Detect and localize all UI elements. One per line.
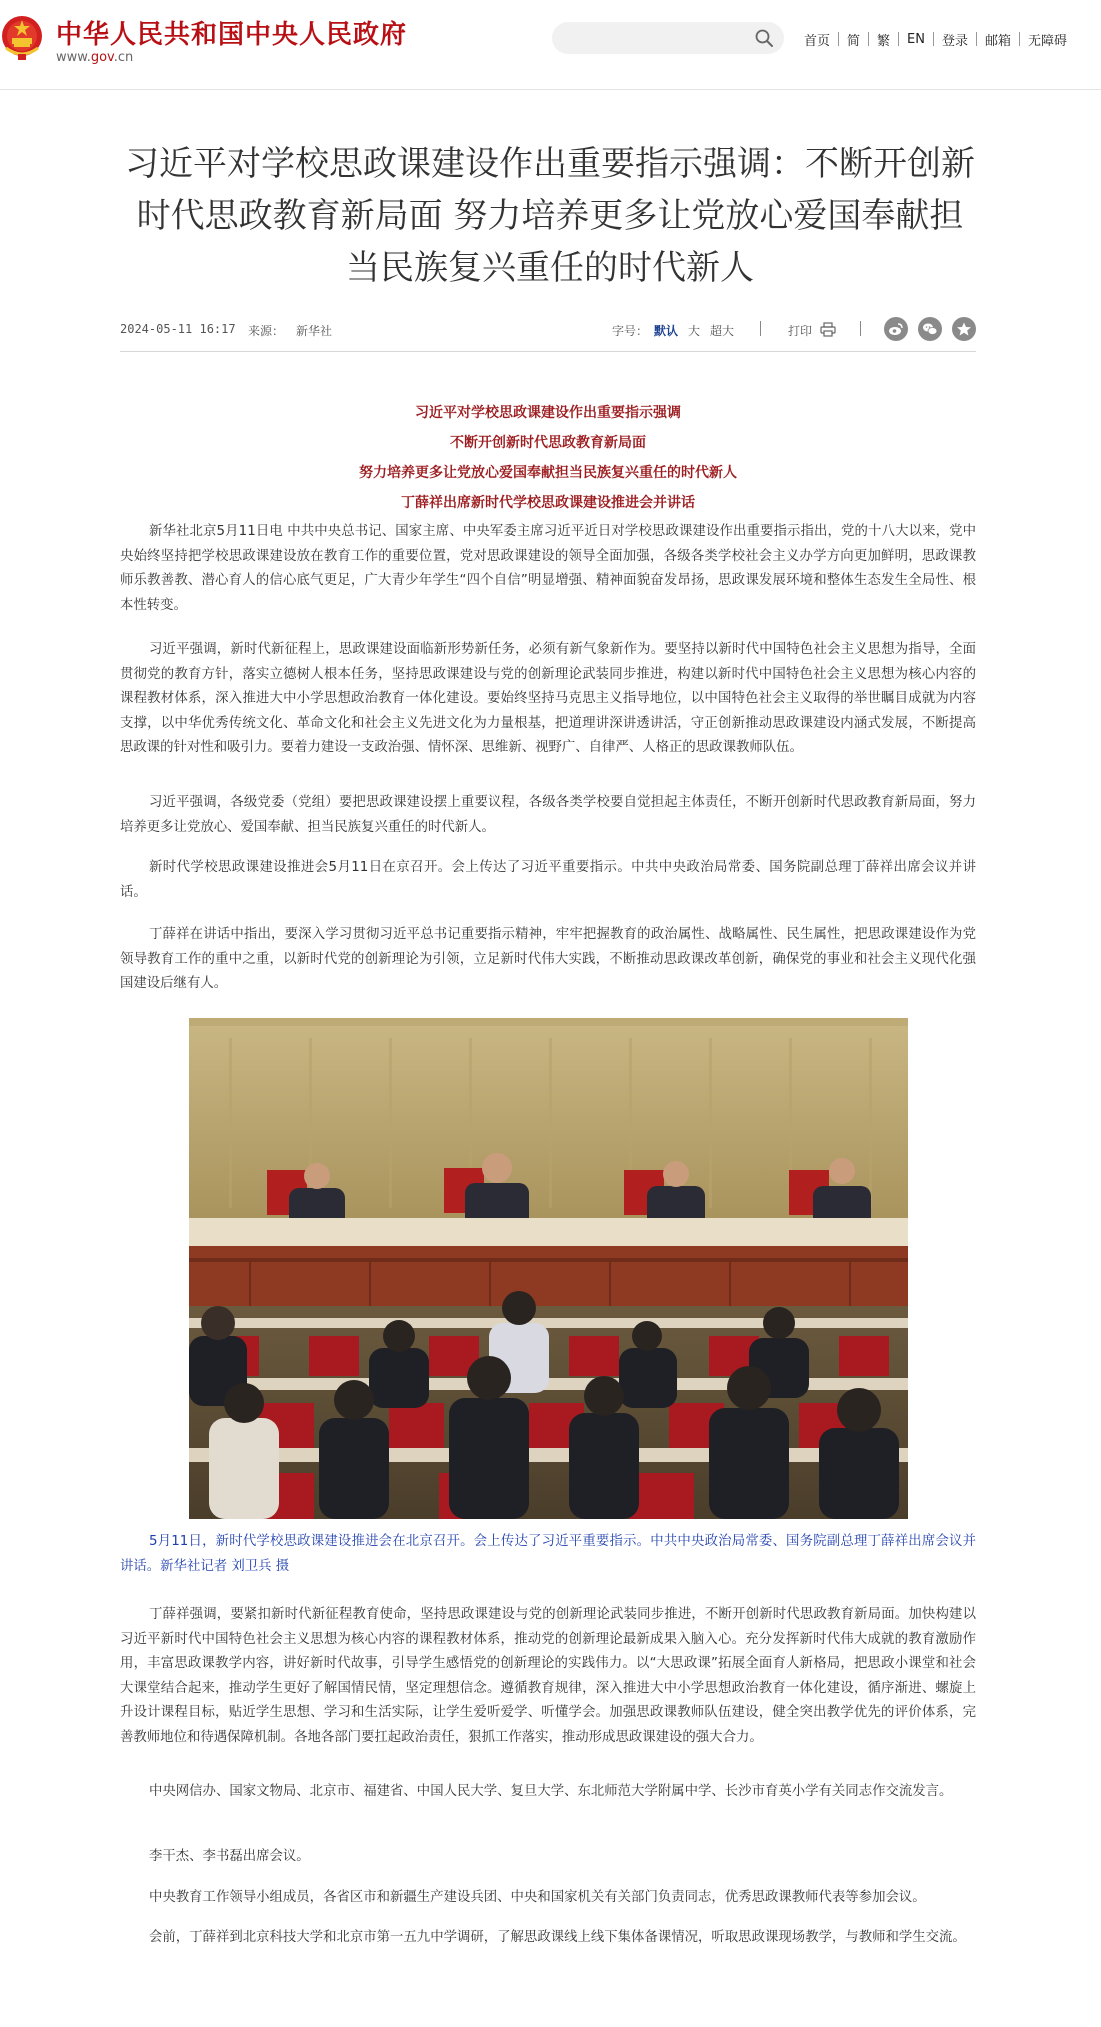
body-paragraph: 丁薛祥在讲话中指出，要深入学习贯彻习近平总书记重要指示精神，牢牢把握教育的政治属性、战略属性、民生属性，把思政课建设作为党领导教育工作的重中之重，以新时代党的创新理论为引领，立足新时代伟大实践，不断推动思政课改革创新，确保党的事业和社会主义现代化强国建设后继有人。: [120, 927, 976, 991]
nav-mail[interactable]: 邮箱: [985, 33, 1012, 49]
body-paragraph: 习近平强调，各级党委（党组）要把思政课建设摆上重要议程，各级各类学校要自觉担起主体责任，不断开创新时代思政教育新局面，努力培养更多让党放心、爱国奉献、担当民族复兴重任的时代新人。: [120, 795, 976, 835]
lead-heading: 努力培养更多让党放心爱国奉献担当民族复兴重任的时代新人: [359, 465, 737, 481]
meeting-photo: [189, 1018, 908, 1519]
wechat-share-button[interactable]: [918, 317, 942, 341]
meeting-scene-image: [189, 1018, 908, 1519]
favorite-button[interactable]: [952, 317, 976, 341]
lead-headings: [120, 398, 976, 518]
national-emblem-icon[interactable]: [0, 14, 44, 62]
source-name: 新华社: [296, 324, 333, 338]
search-input[interactable]: [566, 27, 746, 49]
body-paragraph: 中央教育工作领导小组成员，各省区市和新疆生产建设兵团、中央和国家机关有关部门负责同志，优秀思政课教师代表等参加会议。: [149, 1890, 926, 1905]
body-paragraph: 丁薛祥强调，要紧扣新时代新征程教育使命，坚持思政课建设与党的创新理论武装同步推进，不断开创新时代思政教育新局面。加快构建以习近平新时代中国特色社会主义思想为核心内容的课程教材体系，推动党的创新理论最新成果入脑入心。充分发挥新时代伟大成就的教育激励作用，丰富思政课教学内容，讲好新时代故事，引导学生感悟党的创新理论的实践伟力。以“大思政课”拓展全面育人新格局，把思政小课堂和社会大课堂结合起来，推动学生更好了解国情民情，坚定理想信念。遵循教育规律，深入推进大中小学思想政治教育一体化建设，循序渐进、螺旋上升设计课程目标，贴近学生思想、学习和生活实际，让学生爱听爱学、听懂学会。加强思政课教师队伍建设，健全突出教学优先的评价体系，完善教师地位和待遇保障机制。各地各部门要扛起政治责任，狠抓工作落实，推动形成思政课建设的强大合力。: [120, 1607, 976, 1745]
photo-caption: 5月11日，新时代学校思政课建设推进会在北京召开。会上传达了习近平重要指示。中共中央政治局常委、国务院副总理丁薛祥出席会议并讲话。新华社记者 刘卫兵 摄: [120, 1534, 976, 1574]
nav-english[interactable]: EN: [907, 31, 925, 47]
font-size-default-button[interactable]: 默认: [654, 324, 679, 338]
article-meta: [120, 317, 976, 343]
body-paragraph: 新时代学校思政课建设推进会5月11日在京召开。会上传达了习近平重要指示。中共中央政治局常委、国务院副总理丁薛祥出席会议并讲话。: [120, 860, 976, 900]
site-domain[interactable]: [56, 50, 133, 65]
meta-divider: [860, 321, 861, 336]
domain-prefix: www.: [56, 50, 91, 65]
source-label: 来源：: [248, 324, 285, 338]
site-header: [0, 0, 1101, 90]
body-paragraph: 新华社北京5月11日电 中共中央总书记、国家主席、中央军委主席习近平近日对学校思政课建设作出重要指示指出，党的十八大以来，党中央始终坚持把学校思政课建设放在教育工作的重要位置，党对思政课建设的领导全面加强，各级各类学校社会主义办学方向更加鲜明，思政课教师乐教善教、潜心育人的信心底气更足，广大青少年学生“四个自信”明显增强、精神面貌奋发昂扬，思政课发展环境和整体生态发生全局性、根本性转变。: [120, 524, 976, 613]
lead-heading: 习近平对学校思政课建设作出重要指示强调: [415, 405, 681, 421]
domain-brand: gov: [90, 50, 114, 65]
nav-simplified[interactable]: 简: [847, 33, 861, 49]
meta-divider: [760, 321, 761, 336]
font-size-large-button[interactable]: 大: [688, 324, 701, 338]
search-box: [552, 22, 784, 54]
meta-divider-line: [120, 351, 976, 352]
domain-suffix: .cn: [113, 50, 134, 65]
nav-traditional[interactable]: 繁: [877, 33, 891, 49]
weibo-share-button[interactable]: [884, 317, 908, 341]
publish-date: 2024-05-11 16:17: [120, 322, 236, 336]
nav-home[interactable]: 首页: [804, 33, 831, 49]
font-size-label: 字号：: [612, 324, 649, 338]
body-paragraph: 李干杰、李书磊出席会议。: [149, 1849, 310, 1864]
weibo-icon: [888, 321, 904, 337]
lead-heading: 不断开创新时代思政教育新局面: [450, 435, 646, 451]
body-paragraph: 习近平强调，新时代新征程上，思政课建设面临新形势新任务，必须有新气象新作为。要坚持以新时代中国特色社会主义思想为指导，全面贯彻党的教育方针，落实立德树人根本任务，坚持思政课建设与党的创新理论武装同步推进，构建以新时代中国特色社会主义思想为核心内容的课程教材体系，深入推进大中小学思想政治教育一体化建设。要始终坚持马克思主义指导地位，以中国特色社会主义取得的举世瞩目成就为内容支撑，以中华优秀传统文化、革命文化和社会主义先进文化为力量根基，把道理讲深讲透讲活，守正创新推动思政课建设内涵式发展，不断提高思政课的针对性和吸引力。要着力建设一支政治强、情怀深、思维新、视野广、自律严、人格正的思政课教师队伍。: [120, 642, 976, 755]
print-button[interactable]: 打印: [788, 324, 813, 338]
favorite-icon: [956, 321, 972, 337]
font-size-xlarge-button[interactable]: 超大: [710, 324, 735, 338]
site-title[interactable]: 中华人民共和国中央人民政府: [56, 20, 408, 50]
top-nav: [796, 29, 1075, 49]
printer-icon[interactable]: [820, 322, 836, 337]
body-paragraph: 中央网信办、国家文物局、北京市、福建省、中国人民大学、复旦大学、东北师范大学附属中学、长沙市育英小学有关同志作交流发言。: [149, 1784, 953, 1799]
body-paragraph: 会前，丁薛祥到北京科技大学和北京市第一五九中学调研，了解思政课线上线下集体备课情况，听取思政课现场教学，与教师和学生交流。: [149, 1930, 966, 1945]
article-title: 习近平对学校思政课建设作出重要指示强调：不断开创新时代思政教育新局面 努力培养更多让党放心爱国奉献担当民族复兴重任的时代新人: [125, 144, 975, 288]
lead-heading: 丁薛祥出席新时代学校思政课建设推进会并讲话: [401, 495, 695, 511]
nav-accessibility[interactable]: 无障碍: [1028, 33, 1068, 49]
search-icon[interactable]: [754, 28, 774, 48]
wechat-icon: [922, 321, 938, 337]
nav-login[interactable]: 登录: [942, 33, 969, 49]
